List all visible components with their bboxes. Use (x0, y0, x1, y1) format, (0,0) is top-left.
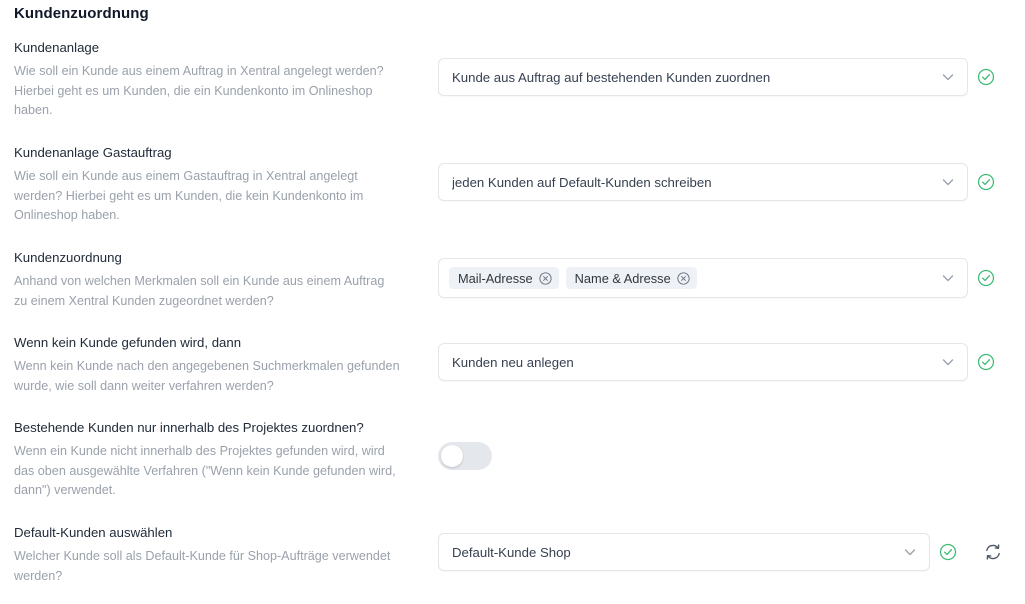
refresh-icon[interactable] (982, 541, 1004, 563)
kundenanlage-select[interactable] (438, 58, 968, 96)
label-column (14, 250, 414, 311)
chevron-down-icon[interactable] (903, 545, 917, 559)
default-kunde-select[interactable] (438, 533, 930, 571)
valid-check-icon (939, 543, 957, 561)
control-column (438, 343, 1004, 381)
chevron-down-icon[interactable] (941, 175, 955, 189)
field-label: Bestehende Kunden nur innerhalb des Projektes zuordnen? (14, 420, 364, 435)
field-label: Kundenanlage Gastauftrag (14, 145, 172, 160)
select-value: jeden Kunden auf Default-Kunden schreiben (452, 174, 712, 190)
field-description: Wenn kein Kunde nach den angegebenen Suchmerkmalen gefunden wurde, wie soll dann weiter verfahren werden? (14, 359, 400, 393)
projekt-zuordnen-toggle[interactable] (438, 442, 492, 470)
valid-check-icon (977, 269, 995, 287)
select-value: Default-Kunde Shop (452, 544, 571, 560)
field-label: Wenn kein Kunde gefunden wird, dann (14, 335, 242, 350)
control-column (438, 442, 492, 475)
field-label: Kundenanlage (14, 40, 100, 55)
control-column (438, 163, 1004, 201)
toggle-knob (441, 445, 463, 467)
label-column (14, 40, 414, 121)
label-column (14, 420, 414, 501)
chip-mail-adresse[interactable] (449, 267, 559, 289)
label-column (14, 335, 414, 396)
kundenzuordnung-multiselect[interactable] (438, 258, 968, 298)
close-icon[interactable] (677, 272, 690, 285)
chevron-down-icon[interactable] (941, 271, 955, 285)
label-column (14, 145, 414, 226)
control-column (438, 258, 1004, 298)
field-label: Kundenzuordnung (14, 250, 122, 265)
chevron-down-icon[interactable] (941, 70, 955, 84)
field-description: Welcher Kunde soll als Default-Kunde für Shop-Aufträge verwendet werden? (14, 549, 391, 583)
chevron-down-icon[interactable] (941, 355, 955, 369)
valid-check-icon (977, 68, 995, 86)
select-value: Kunde aus Auftrag auf bestehenden Kunden zuordnen (452, 69, 771, 85)
select-value: Kunden neu anlegen (452, 354, 574, 370)
gastauftrag-select[interactable] (438, 163, 968, 201)
control-column (438, 533, 1004, 571)
field-description: Wie soll ein Kunde aus einem Auftrag in Xentral angelegt werden? Hierbei geht es um Kunden, die ein Kundenkonto im Onlineshop haben. (14, 64, 384, 117)
field-description: Wenn ein Kunde nicht innerhalb des Projektes gefunden wird, wird das oben ausgewählte Verfahren ("Wenn kein Kunde gefunden wird, dann") verwendet. (14, 444, 396, 497)
chip-label: Mail-Adresse (458, 270, 533, 286)
field-description: Anhand von welchen Merkmalen soll ein Kunde aus einem Auftrag zu einem Xentral Kunden zugeordnet werden? (14, 274, 385, 308)
valid-check-icon (977, 353, 995, 371)
chip-name-adresse[interactable] (566, 267, 697, 289)
page-title: Kundenzuordnung (14, 5, 149, 22)
label-column (14, 525, 414, 586)
control-column (438, 58, 1004, 96)
field-description: Wie soll ein Kunde aus einem Gastauftrag in Xentral angelegt werden? Hierbei geht es um Kunden, die kein Kundenkonto im Onlineshop haben. (14, 169, 364, 222)
valid-check-icon (977, 173, 995, 191)
kein-kunde-select[interactable] (438, 343, 968, 381)
field-label: Default-Kunden auswählen (14, 525, 173, 540)
chip-label: Name & Adresse (574, 270, 671, 286)
close-icon[interactable] (539, 272, 552, 285)
